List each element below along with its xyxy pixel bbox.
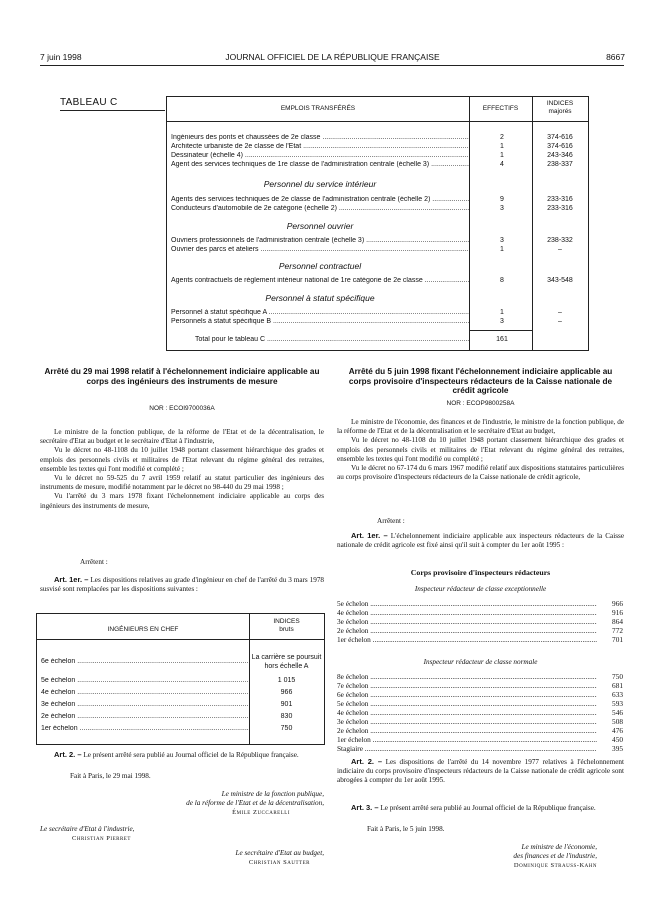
- left-nor: NOR : ECOI9700036A: [149, 405, 215, 412]
- table-row-value: La carrière se poursuit hors échelle A: [251, 654, 322, 670]
- table-row-label: Ouvriers professionnels de l'administration centrale (échelle 3) .....: [171, 237, 469, 244]
- list-item: 2e échelon .....: [337, 626, 597, 635]
- table-row-effectif: 1: [500, 152, 504, 159]
- header-rule: [40, 65, 624, 66]
- right-paragraph: Le ministre de l'économie, des finances et de l'industrie, le ministre de la fonction publique, de la réforme de l'Etat et de la décentralisation et le secrétaire d'Etat au budget,: [337, 418, 624, 436]
- left-article-1: [40, 575, 324, 594]
- table-row-indice: –: [558, 309, 562, 316]
- tableau-c: [166, 96, 589, 351]
- right-arrete-word: Arrêtent :: [377, 517, 405, 525]
- table-row-effectif: 3: [500, 318, 504, 325]
- table-row-effectif: 1: [500, 309, 504, 316]
- table-row-indice: 233-316: [547, 196, 573, 203]
- table-row-effectif: 9: [500, 196, 504, 203]
- left-signature-name: Christian Pierret: [72, 835, 131, 842]
- left-signature-title: Le secrétaire d'Etat au budget,: [235, 849, 324, 857]
- list-item: 6e échelon .....: [337, 690, 597, 699]
- header-date: 7 juin 1998: [40, 52, 82, 62]
- ingenieurs-table: [36, 613, 325, 745]
- table-section-heading: Personnel contractuel: [278, 261, 362, 271]
- column-header-indices: INDICES: [273, 618, 300, 625]
- list-item-value: 772: [612, 626, 623, 635]
- table-row-effectif: 1: [500, 246, 504, 253]
- table-row-effectif: 3: [500, 237, 504, 244]
- table-row-effectif: 3: [500, 205, 504, 212]
- table-row-indice: 233-316: [547, 205, 573, 212]
- list-item: 3e échelon .....: [337, 617, 597, 626]
- table-section-heading: Personnel du service intérieur: [263, 179, 377, 189]
- right-art2-text: Les dispositions de l'arrêté du 14 novembre 1977 relatives à l'échelonnement indiciaire du corps provisoire d'inspecteurs rédacteurs de la Caisse nationale de crédit agricole sont abrogées à compter du 1er août 1995.: [337, 758, 624, 785]
- list-item-value: 508: [612, 717, 623, 726]
- left-article-2: [40, 750, 324, 760]
- table-total-value: 161: [496, 336, 508, 343]
- list-item-value: 395: [612, 744, 623, 753]
- header-journal-title: JOURNAL OFFICIEL DE LA RÉPUBLIQUE FRANÇAISE: [225, 52, 440, 62]
- table-row-label: Agents contractuels de règlement intérieur national de 1re catégorie de 2e classe .....: [171, 277, 469, 284]
- right-signature-title: Le ministre de l'économie,: [521, 843, 597, 851]
- right-fait: Fait à Paris, le 5 juin 1998.: [367, 825, 445, 833]
- table-row-label: Agent des services techniques de 1re classe de l'administration centrale (échelle 3) .....: [171, 161, 469, 168]
- table-row-label: Ouvrier des parcs et ateliers .....: [171, 246, 469, 253]
- right-article-2: [337, 757, 624, 786]
- list-item-value: 966: [612, 599, 623, 608]
- subheading-classe-normale: Inspecteur rédacteur de classe normale: [423, 658, 538, 666]
- column-header-effectifs: EFFECTIFS: [482, 105, 519, 112]
- left-arrete-title: Arrêté du 29 mai 1998 relatif à l'échelonnement indiciaire applicable au corps des ingénieurs des instruments de mesure: [44, 367, 320, 386]
- right-signature-name: Dominique Strauss-Kahn: [513, 862, 597, 869]
- list-item-value: 864: [612, 617, 623, 626]
- list-item: Stagiaire .....: [337, 744, 597, 753]
- left-signature-title: de la réforme de l'Etat et de la décentralisation,: [186, 799, 324, 807]
- list-item-value: 750: [612, 672, 623, 681]
- list-item: 2e échelon .....: [337, 726, 597, 735]
- list-item: 4e échelon .....: [337, 608, 597, 617]
- table-row-label: Architecte urbaniste de 2e classe de l'Etat .....: [171, 143, 469, 150]
- right-nor: NOR : ECOP9800258A: [446, 400, 515, 407]
- right-art3-text: Le présent arrêté sera publié au Journal officiel de la République française.: [380, 804, 596, 812]
- table-row-indice: 238-337: [547, 161, 573, 168]
- right-arrete-title: Arrêté du 5 juin 1998 fixant l'échelonnement indiciaire applicable au corps provisoire d'inspecteurs rédacteurs de la Caisse nationale de crédit agricole: [348, 367, 613, 395]
- left-arretent: Arrêtent :: [80, 558, 108, 566]
- left-body: [40, 428, 324, 511]
- table-row-effectif: 8: [500, 277, 504, 284]
- list-item: 1er échelon .....: [337, 635, 597, 644]
- list-item-value: 633: [612, 690, 623, 699]
- left-paragraph: Vu l'arrêté du 3 mars 1978 fixant l'échelonnement indiciaire applicable au corps des ingénieurs des instruments de mesure,: [40, 492, 324, 510]
- table-row-indice: –: [558, 318, 562, 325]
- list-item: 3e échelon .....: [337, 717, 597, 726]
- corps-title: Corps provisoire d'inspecteurs rédacteurs: [410, 568, 551, 577]
- list-item: 8e échelon .....: [337, 672, 597, 681]
- list-item: 5e échelon .....: [337, 599, 597, 608]
- subheading-classe-exceptionnelle: Inspecteur rédacteur de classe exceptionnelle: [414, 585, 547, 593]
- column-header-indices: INDICES: [546, 100, 574, 107]
- table-row-label: Ingénieurs des ponts et chaussées de 2e classe .....: [171, 134, 469, 141]
- column-header-ingenieurs: INGÉNIEURS EN CHEF: [107, 626, 179, 633]
- table-row-effectif: 1: [500, 143, 504, 150]
- tableau-c-label-rule: [60, 110, 165, 111]
- right-art1-label: Art. 1er. –: [351, 531, 388, 540]
- list-item: 4e échelon .....: [337, 708, 597, 717]
- list-item-value: 593: [612, 699, 623, 708]
- table-header-rule: [167, 121, 588, 122]
- table-row-label: Agents des services techniques de 2e classe de l'administration centrale (échelle 2) .....: [171, 196, 469, 203]
- left-signature-name: Christian Sautter: [248, 859, 310, 866]
- left-signature-title: Le ministre de la fonction publique,: [221, 790, 324, 798]
- right-article-1: [337, 531, 624, 550]
- list-item-value: 450: [612, 735, 623, 744]
- table-row-value: 750: [280, 725, 293, 732]
- table-row-label: Personnels à statut spécifique B .....: [171, 318, 469, 325]
- table-row-label: 5e échelon .....: [41, 677, 249, 684]
- column-header-indices-sub: majorés: [548, 108, 572, 115]
- table-row-value: 1 015: [277, 677, 296, 684]
- left-art2-text: Le présent arrêté sera publié au Journal officiel de la République française.: [83, 751, 299, 759]
- table-row-effectif: 4: [500, 161, 504, 168]
- right-body: [337, 418, 624, 482]
- right-signature-title: des finances et de l'industrie,: [513, 852, 597, 860]
- tableau-c-label: TABLEAU C: [60, 97, 118, 108]
- table-section-heading: Personnel à statut spécifique: [265, 293, 375, 303]
- table-row-value: 966: [280, 689, 293, 696]
- left-signature-name: Émile Zuccarelli: [232, 809, 290, 816]
- table-header-rule: [37, 639, 324, 640]
- table-row-label: 4e échelon .....: [41, 689, 249, 696]
- header-page-number: 8667: [606, 52, 625, 62]
- list-item: 5e échelon .....: [337, 699, 597, 708]
- table-row-label: 1er échelon .....: [41, 725, 249, 732]
- list-item: 1er échelon .....: [337, 735, 597, 744]
- list-item-value: 681: [612, 681, 623, 690]
- right-art3-label: Art. 3. –: [351, 803, 379, 812]
- table-row-indice: 374-616: [547, 143, 573, 150]
- list-item-value: 701: [612, 635, 623, 644]
- left-art1-text: Les dispositions relatives au grade d'ingénieur en chef de l'arrêté du 3 mars 1978 susvisé sont remplacées par les dispositions suivantes :: [40, 576, 325, 594]
- table-divider: [469, 97, 470, 350]
- list-item: 7e échelon .....: [337, 681, 597, 690]
- right-article-3: [337, 803, 624, 813]
- right-art1-text: L'échelonnement indiciaire applicable aux inspecteurs rédacteurs de la Caisse nationale de crédit agricole est fixé ainsi qu'il suit à compter du 1er août 1995 :: [337, 532, 625, 550]
- left-fait: Fait à Paris, le 29 mai 1998.: [70, 772, 151, 780]
- column-header-emplois: EMPLOIS TRANSFÉRÉS: [280, 105, 356, 112]
- table-row-indice: 343-548: [547, 277, 573, 284]
- table-row-label: Conducteurs d'automobile de 2e catégorie (échelle 2) .....: [171, 205, 469, 212]
- left-art1-label: Art. 1er. –: [54, 575, 89, 584]
- list-item-value: 476: [612, 726, 623, 735]
- table-row-indice: 374-616: [547, 134, 573, 141]
- left-signature-title: Le secrétaire d'Etat à l'industrie,: [40, 825, 135, 833]
- left-art2-label: Art. 2. –: [54, 750, 82, 759]
- list-item-value: 546: [612, 708, 623, 717]
- table-row-indice: 243-346: [547, 152, 573, 159]
- column-header-bruts: bruts: [279, 626, 294, 633]
- table-section-heading: Personnel ouvrier: [286, 221, 354, 231]
- right-paragraph: Vu le décret no 67-174 du 6 mars 1967 modifié relatif aux dispositions statutaires particulières au corps provisoire d'inspecteurs rédacteurs de la Caisse nationale de crédit agricole,: [337, 464, 624, 482]
- table-total-label: Total pour le tableau C .....: [195, 336, 469, 343]
- right-paragraph: Vu le décret no 48-1108 du 10 juillet 1948 portant classement hiérarchique des grades et emplois des personnels civils et militaires de l'Etat relevant du régime général des retraites, ensemble les textes qui l'ont modifié ou complété ;: [337, 436, 624, 463]
- left-paragraph: Vu le décret no 48-1108 du 10 juillet 1948 portant classement hiérarchique des grades et emplois des personnels civils et militaires de l'Etat relevant du régime général des retraites, ensemble les textes qui l'ont modifié et complété ;: [40, 446, 324, 473]
- table-row-label: 6e échelon .....: [41, 658, 249, 665]
- table-row-value: 830: [280, 713, 293, 720]
- table-row-indice: 238-332: [547, 237, 573, 244]
- list-item-value: 916: [612, 608, 623, 617]
- table-row-value: 901: [280, 701, 293, 708]
- table-row-label: 3e échelon .....: [41, 701, 249, 708]
- table-row-label: Dessinateur (échelle 4) .....: [171, 152, 469, 159]
- left-paragraph: Le ministre de la fonction publique, de la réforme de l'Etat et de la décentralisation, le secrétaire d'Etat au budget et le secrétaire d'Etat à l'industrie,: [40, 428, 324, 446]
- table-row-label: Personnel à statut spécifique A .....: [171, 309, 469, 316]
- table-row-label: 2e échelon .....: [41, 713, 249, 720]
- left-paragraph: Vu le décret no 59-525 du 7 avril 1959 relatif au statut particulier des ingénieurs des instruments de mesure, modifié notamment par le décret no 98-440 du 29 mai 1998 ;: [40, 474, 324, 492]
- table-row-indice: –: [558, 246, 562, 253]
- table-total-rule: [469, 330, 532, 331]
- right-art2-label: Art. 2. –: [351, 757, 383, 766]
- table-row-effectif: 2: [500, 134, 504, 141]
